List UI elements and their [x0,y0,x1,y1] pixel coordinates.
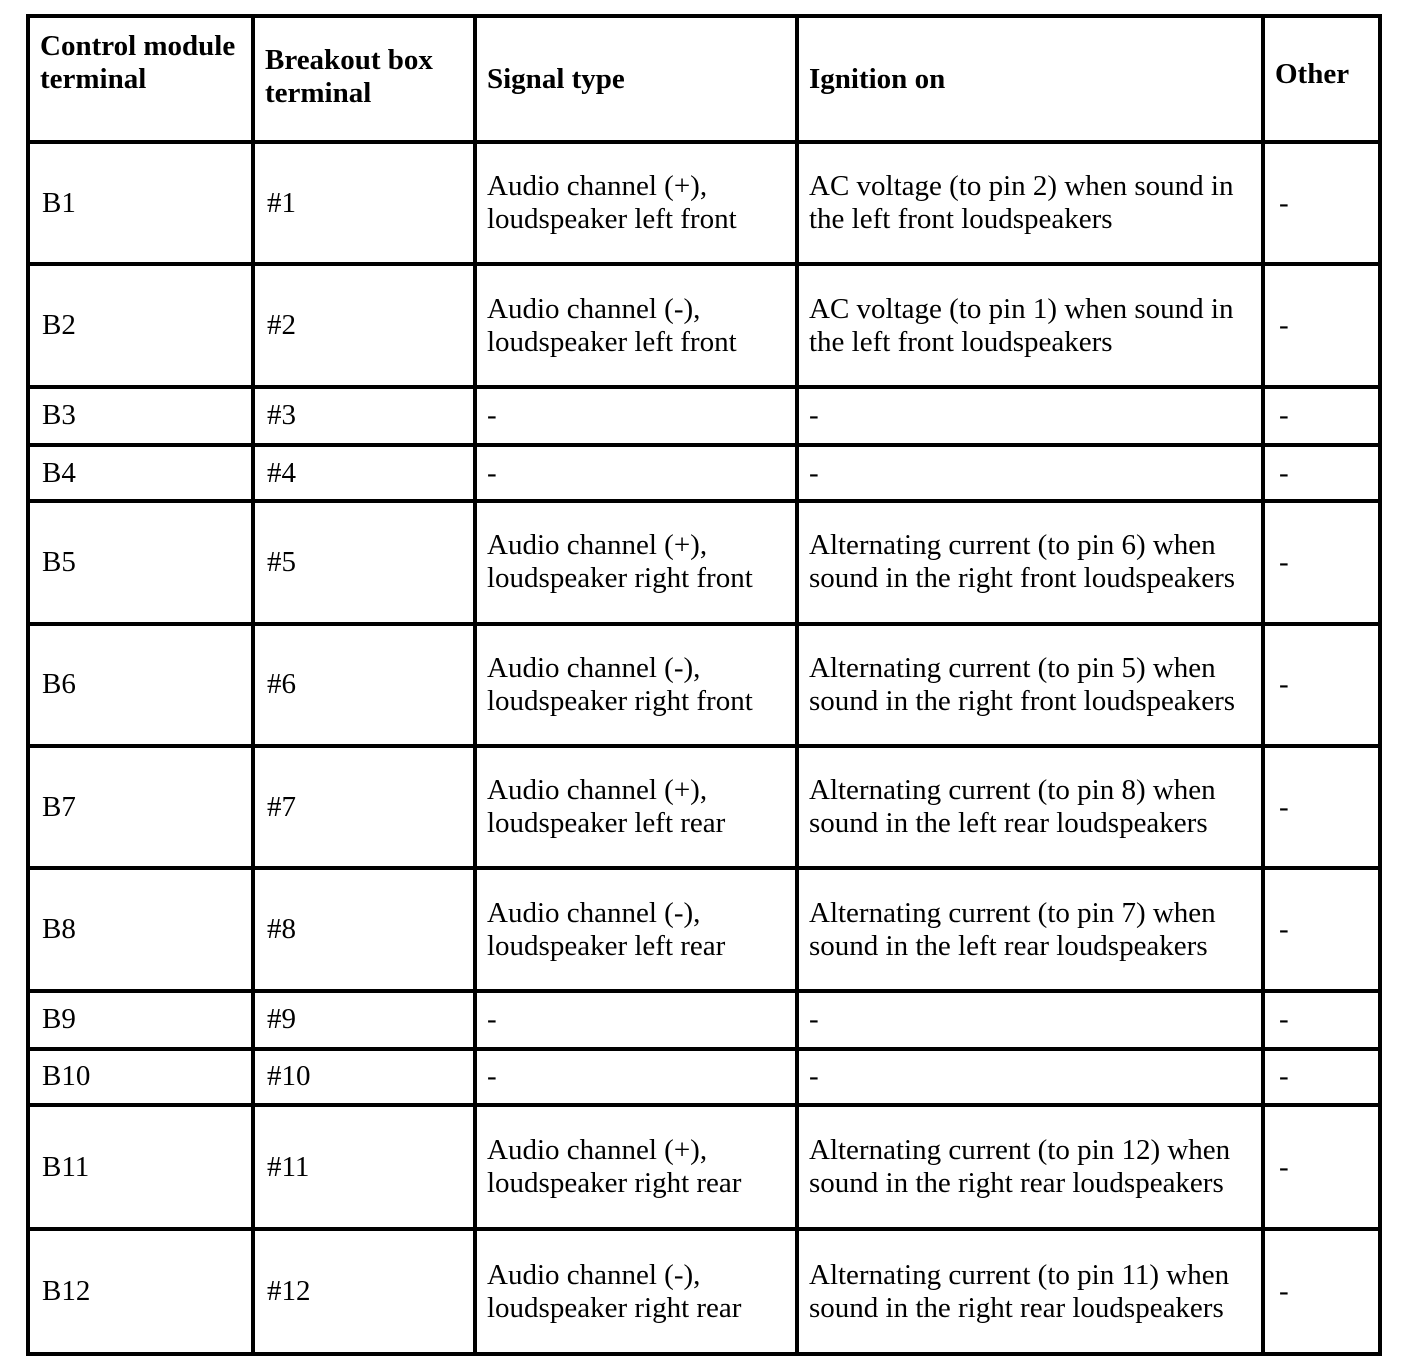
cell-control-module-terminal: B9 [28,991,253,1049]
table-row [28,445,1380,501]
cell-breakout-box-terminal: #10 [253,1049,475,1105]
cell-other: - [1263,868,1380,990]
cell-breakout-box-terminal: #12 [253,1229,475,1354]
cell-signal-type: Audio channel (-), loudspeaker right rear [475,1229,797,1354]
cell-other: - [1263,264,1380,386]
cell-other: - [1263,501,1380,623]
cell-other: - [1263,1049,1380,1105]
cell-signal-type: - [475,991,797,1049]
cell-other: - [1263,1229,1380,1354]
cell-breakout-box-terminal: #8 [253,868,475,990]
cell-signal-type: Audio channel (-), loudspeaker left front [475,264,797,386]
cell-other: - [1263,142,1380,264]
table-row [28,868,1380,990]
cell-ignition-on: Alternating current (to pin 6) when sound in the right front loudspeakers [797,501,1263,623]
cell-signal-type: Audio channel (+), loudspeaker left rear [475,746,797,868]
cell-other: - [1263,1105,1380,1229]
cell-breakout-box-terminal: #6 [253,624,475,746]
cell-signal-type: Audio channel (-), loudspeaker left rear [475,868,797,990]
cell-control-module-terminal: B7 [28,746,253,868]
cell-control-module-terminal: B8 [28,868,253,990]
table-row [28,991,1380,1049]
cell-signal-type: Audio channel (-), loudspeaker right front [475,624,797,746]
cell-control-module-terminal: B4 [28,445,253,501]
cell-ignition-on: - [797,991,1263,1049]
header-breakout-box-terminal: Breakout box terminal [253,16,475,142]
cell-control-module-terminal: B6 [28,624,253,746]
cell-ignition-on: Alternating current (to pin 7) when sound in the left rear loudspeakers [797,868,1263,990]
cell-ignition-on: Alternating current (to pin 5) when sound in the right front loudspeakers [797,624,1263,746]
cell-ignition-on: - [797,445,1263,501]
cell-breakout-box-terminal: #1 [253,142,475,264]
document-page [26,14,1378,1360]
cell-other: - [1263,624,1380,746]
cell-control-module-terminal: B3 [28,387,253,445]
header-row [28,16,1380,142]
table-body [28,142,1380,1354]
cell-signal-type: - [475,1049,797,1105]
table-row [28,624,1380,746]
cell-ignition-on: - [797,1049,1263,1105]
header-ignition-on: Ignition on [797,16,1263,142]
cell-control-module-terminal: B11 [28,1105,253,1229]
cell-other: - [1263,991,1380,1049]
table-row [28,746,1380,868]
cell-ignition-on: AC voltage (to pin 1) when sound in the left front loudspeakers [797,264,1263,386]
terminal-table [26,14,1382,1356]
table-row [28,387,1380,445]
table-row [28,501,1380,623]
cell-signal-type: Audio channel (+), loudspeaker right rear [475,1105,797,1229]
cell-breakout-box-terminal: #7 [253,746,475,868]
header-signal-type: Signal type [475,16,797,142]
cell-breakout-box-terminal: #3 [253,387,475,445]
cell-other: - [1263,387,1380,445]
table-header [28,16,1380,142]
table-row [28,142,1380,264]
cell-control-module-terminal: B1 [28,142,253,264]
header-control-module-terminal: Control module terminal [28,16,253,142]
cell-breakout-box-terminal: #4 [253,445,475,501]
cell-other: - [1263,746,1380,868]
cell-breakout-box-terminal: #11 [253,1105,475,1229]
cell-ignition-on: Alternating current (to pin 8) when sound in the left rear loudspeakers [797,746,1263,868]
cell-control-module-terminal: B12 [28,1229,253,1354]
table-row [28,1229,1380,1354]
cell-other: - [1263,445,1380,501]
cell-signal-type: - [475,387,797,445]
cell-signal-type: Audio channel (+), loudspeaker right front [475,501,797,623]
cell-breakout-box-terminal: #9 [253,991,475,1049]
cell-breakout-box-terminal: #2 [253,264,475,386]
cell-ignition-on: AC voltage (to pin 2) when sound in the left front loudspeakers [797,142,1263,264]
cell-signal-type: Audio channel (+), loudspeaker left front [475,142,797,264]
cell-ignition-on: - [797,387,1263,445]
table-row [28,1049,1380,1105]
table-row [28,1105,1380,1229]
cell-control-module-terminal: B5 [28,501,253,623]
cell-control-module-terminal: B10 [28,1049,253,1105]
table-row [28,264,1380,386]
header-other: Other [1263,16,1380,142]
cell-ignition-on: Alternating current (to pin 12) when sound in the right rear loudspeakers [797,1105,1263,1229]
cell-ignition-on: Alternating current (to pin 11) when sound in the right rear loudspeakers [797,1229,1263,1354]
cell-control-module-terminal: B2 [28,264,253,386]
cell-breakout-box-terminal: #5 [253,501,475,623]
cell-signal-type: - [475,445,797,501]
